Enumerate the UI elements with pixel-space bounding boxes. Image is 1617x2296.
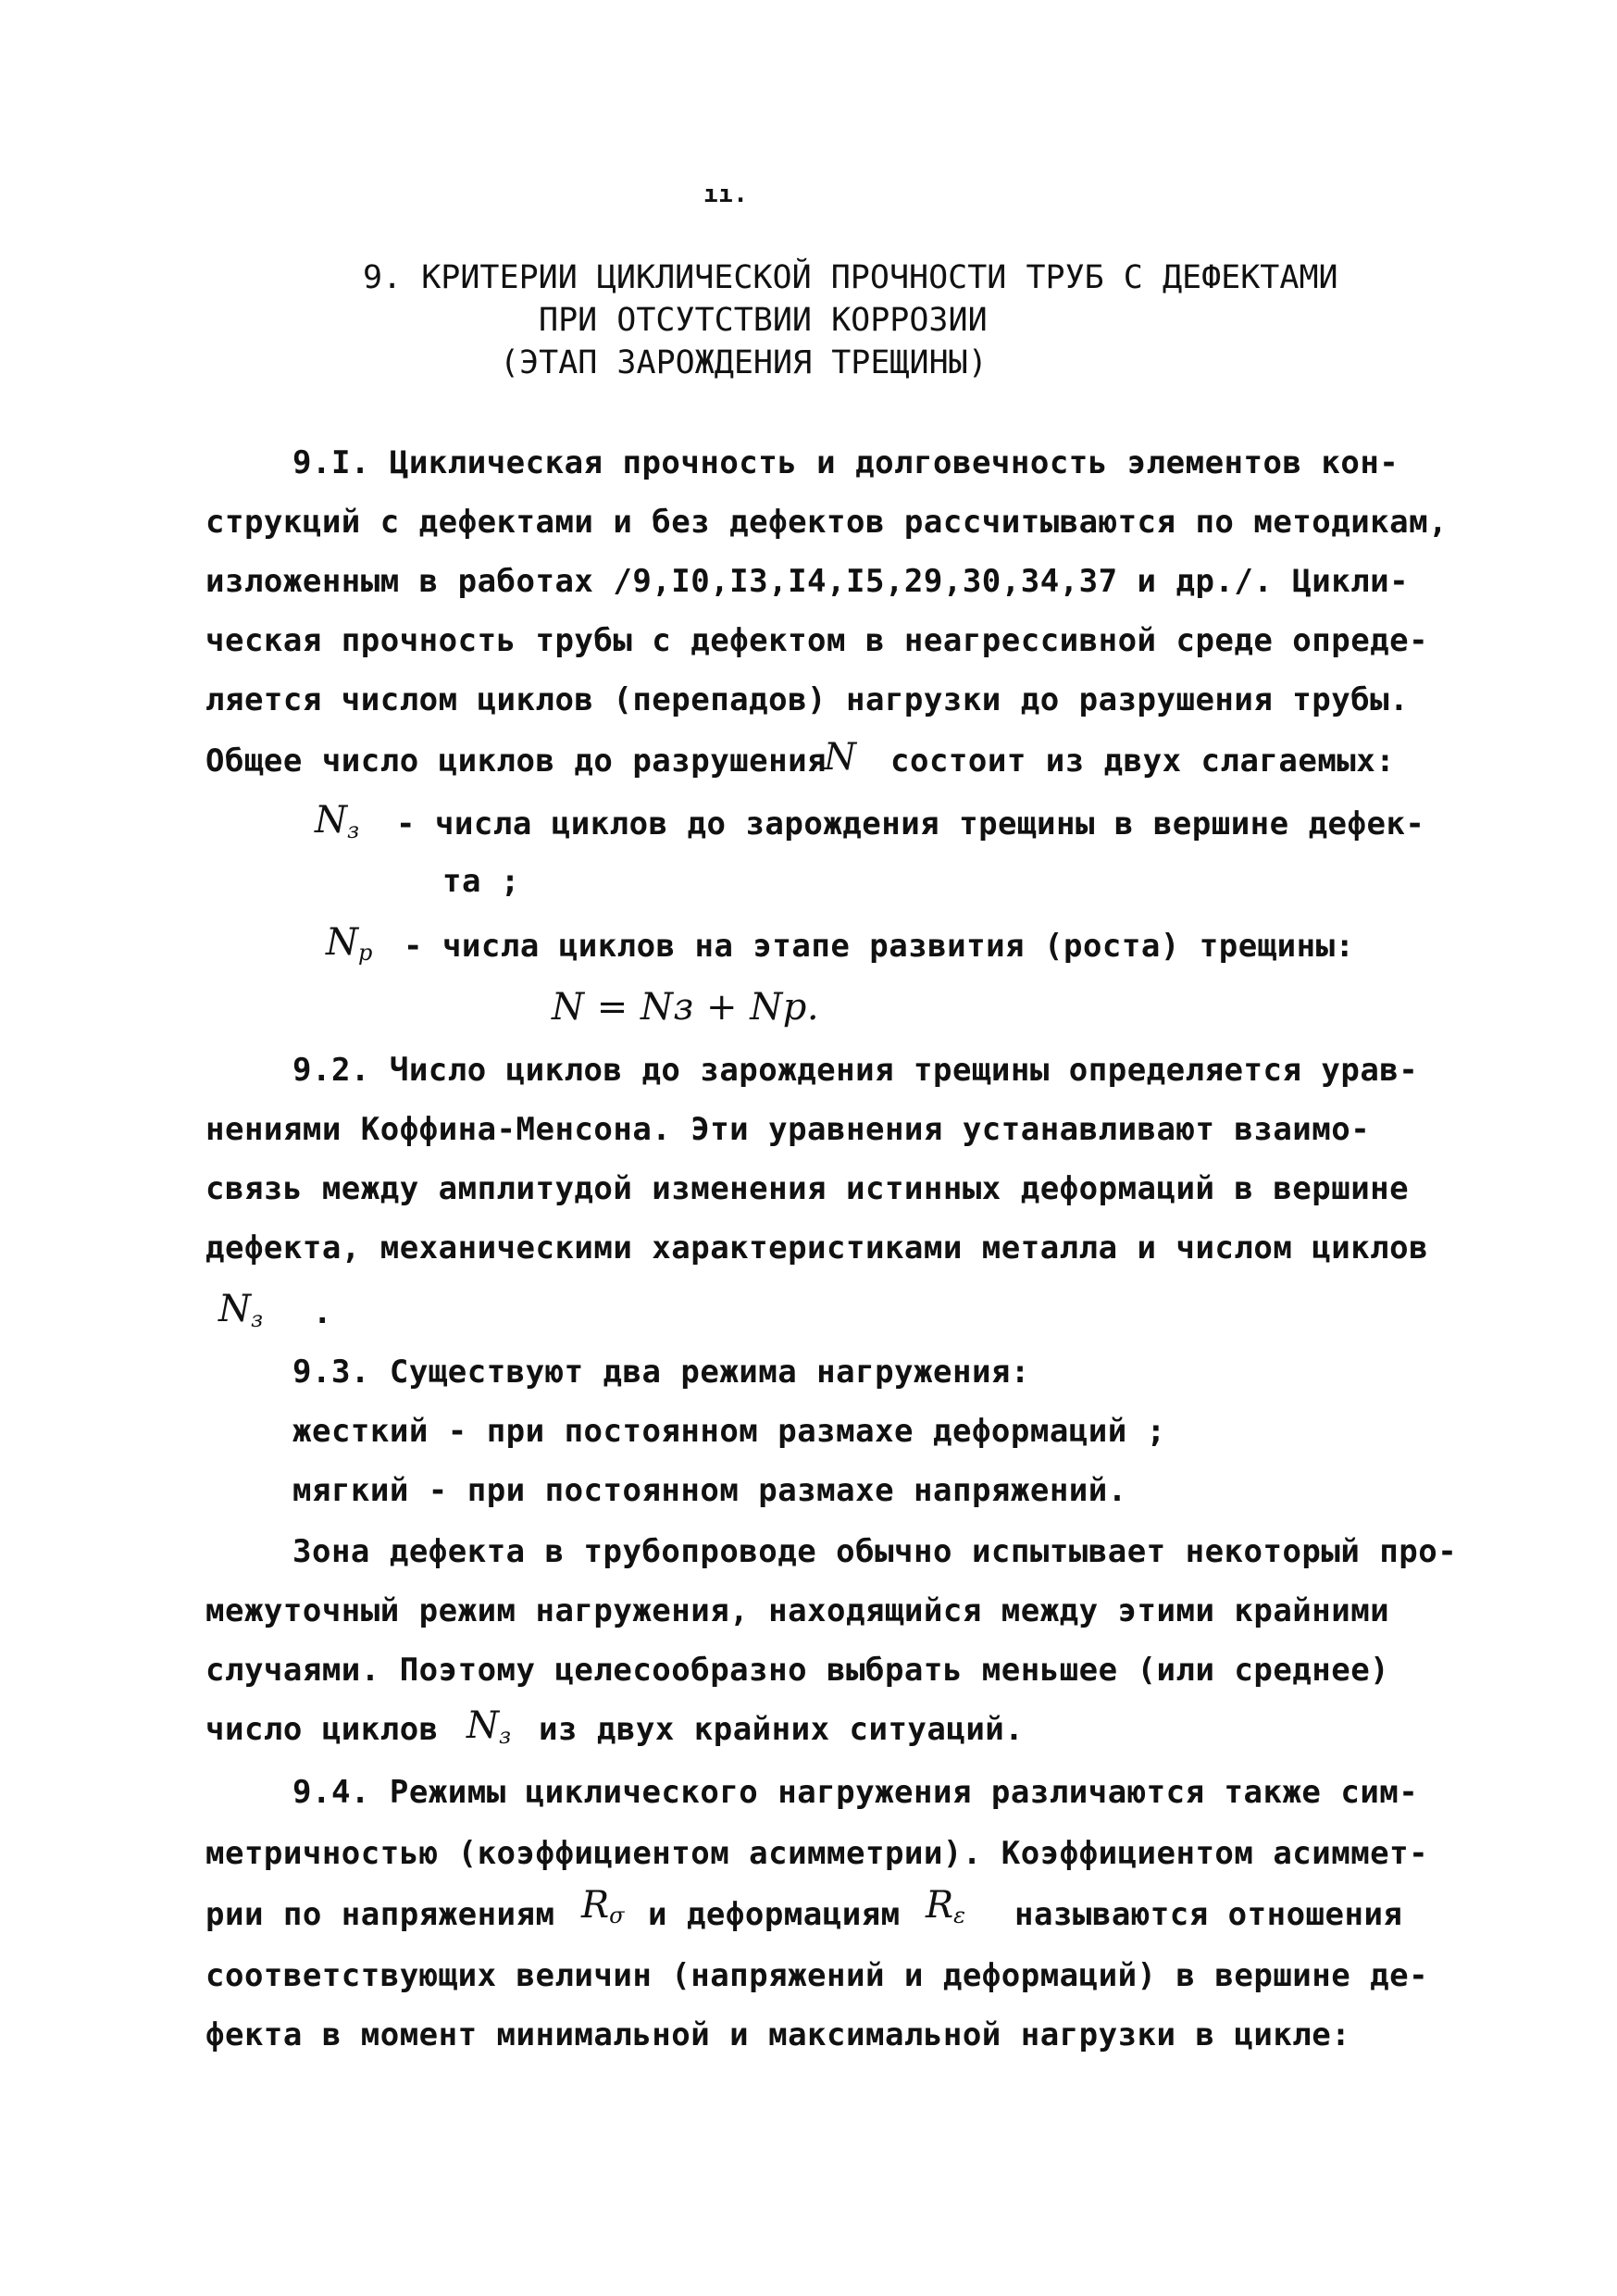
paragraph-9-1-line-6-end: состоит из двух слагаемых:: [890, 742, 1396, 780]
page-number: ıı.: [703, 181, 749, 208]
list-item-np: - числа циклов на этапе развития (роста) трещины:: [404, 928, 1355, 965]
formula-total-cycles: N = Nз + Nр.: [552, 986, 820, 1029]
symbol-n-total: N: [824, 736, 856, 779]
section-heading-line-1: 9. КРИТЕРИИ ЦИКЛИЧЕСКОЙ ПРОЧНОСТИ ТРУБ С ДЕФЕКТАМИ: [363, 259, 1338, 296]
paragraph-9-1-line-2: струкций с дефектами и без дефектов рассчитываются по методикам,: [205, 504, 1449, 541]
symbol-n3-inline: $N_з$: [218, 1288, 264, 1332]
paragraph-9-4-line-4: соответствующих величин (напряжений и деформаций) в вершине де-: [205, 1957, 1429, 1994]
paragraph-9-2-line-2: нениями Коффина-Менсона. Эти уравнения устанавливают взаимо-: [205, 1111, 1371, 1148]
section-heading-line-2: ПРИ ОТСУТСТВИИ КОРРОЗИИ: [539, 302, 988, 339]
paragraph-9-3-line-3: мягкий - при постоянном размахе напряжений.: [292, 1472, 1127, 1509]
symbol-r-epsilon: $R_\varepsilon$: [926, 1884, 966, 1928]
paragraph-9-4-line-2: метричностью (коэффициентом асимметрии). Коэффициентом асиммет-: [205, 1835, 1429, 1872]
section-heading-line-3: (ЭТАП ЗАРОЖДЕНИЯ ТРЕЩИНЫ): [500, 344, 988, 381]
paragraph-9-1-line-3: изложенным в работах /9,I0,I3,I4,I5,29,30,34,37 и др./. Цикли-: [205, 563, 1410, 600]
paragraph-9-3-line-7-start: число циклов: [205, 1711, 439, 1748]
symbol-np: $N_р$: [326, 921, 373, 966]
list-item-n3-line-2: та ;: [442, 863, 520, 900]
paragraph-9-1-line-4: ческая прочность трубы с дефектом в неагрессивной среде опреде-: [205, 622, 1429, 659]
paragraph-9-3-line-7-end: из двух крайних ситуаций.: [539, 1711, 1025, 1748]
paragraph-9-2-line-5: .: [313, 1294, 332, 1331]
symbol-r-sigma: $R_\sigma$: [581, 1884, 625, 1928]
symbol-n3: $N_з$: [315, 799, 360, 843]
paragraph-9-4-line-3-mid: и деформациям: [648, 1896, 901, 1933]
paragraph-9-2-line-1: 9.2. Число циклов до зарождения трещины определяется урав-: [292, 1052, 1419, 1089]
paragraph-9-3-line-6: случаями. Поэтому целесообразно выбрать меньшее (или среднее): [205, 1652, 1390, 1689]
paragraph-9-3-line-4: Зона дефекта в трубопроводе обычно испытывает некоторый про-: [292, 1533, 1458, 1570]
paragraph-9-4-line-5: фекта в момент минимальной и максимальной нагрузки в цикле:: [205, 2016, 1351, 2053]
paragraph-9-3-line-2: жесткий - при постоянном размахе деформаций ;: [292, 1413, 1166, 1450]
list-item-n3-line-1: - числа циклов до зарождения трещины в вершине дефек-: [396, 805, 1425, 842]
paragraph-9-1-line-6-start: Общее число циклов до разрушения: [205, 742, 827, 780]
paragraph-9-3-line-1: 9.3. Существуют два режима нагружения:: [292, 1354, 1030, 1391]
paragraph-9-4-line-1: 9.4. Режимы циклического нагружения различаются также сим-: [292, 1774, 1419, 1811]
paragraph-9-3-line-5: межуточный режим нагружения, находящийся между этими крайними: [205, 1592, 1390, 1629]
paragraph-9-2-line-3: связь между амплитудой изменения истинных деформаций в вершине: [205, 1170, 1410, 1207]
paragraph-9-4-line-3-start: рии по напряжениям: [205, 1896, 555, 1933]
paragraph-9-2-line-4: дефекта, механическими характеристиками металла и числом циклов: [205, 1229, 1429, 1267]
paragraph-9-1-line-1: 9.I. Циклическая прочность и долговечность элементов кон-: [292, 444, 1399, 481]
paragraph-9-4-line-3-end: называются отношения: [1014, 1896, 1403, 1933]
paragraph-9-1-line-5: ляется числом циклов (перепадов) нагрузки до разрушения трубы.: [205, 681, 1410, 718]
symbol-n3-choice: $N_з$: [466, 1704, 512, 1749]
